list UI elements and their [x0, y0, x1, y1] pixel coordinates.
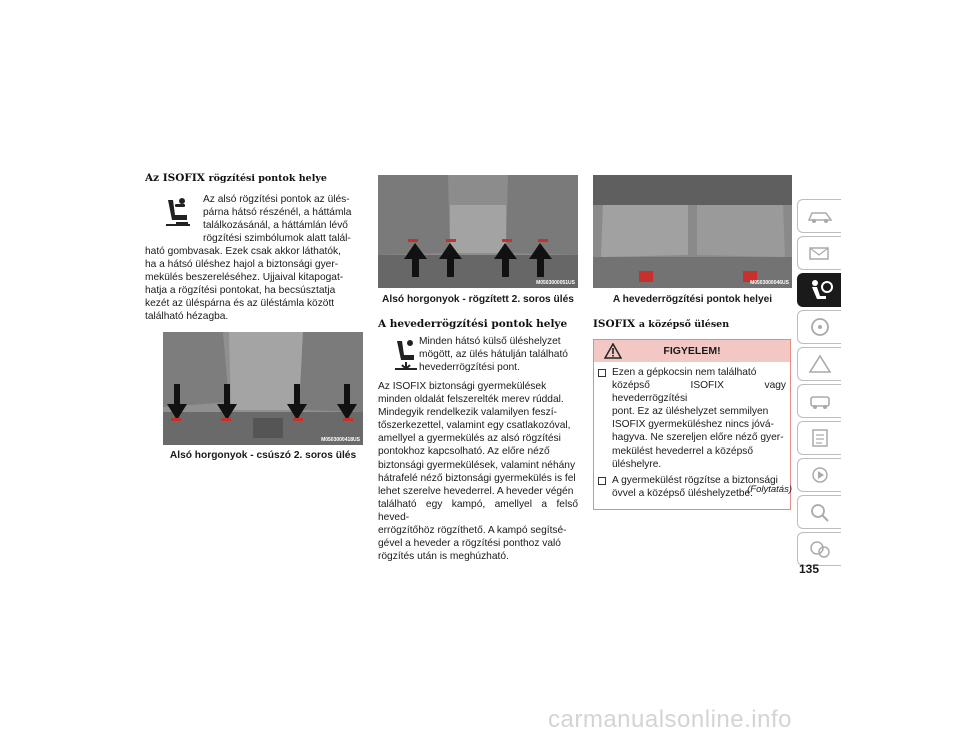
tab-keys[interactable]	[797, 236, 841, 270]
isofix-paragraph-indented: Az alsó rögzítési pontok az ülés- párna hátsó részénél, a háttámla találkozásánál, a háttámlán lévő rögzítési szimbólumok alatt talál-	[203, 194, 352, 245]
maintenance-list-icon	[806, 427, 834, 449]
tab-roadside[interactable]	[797, 384, 841, 418]
tab-language[interactable]	[797, 532, 841, 566]
photo-tether-anchor-locations	[593, 175, 792, 288]
section-heading-center-seat: ISOFIX a középső ülésen	[593, 318, 730, 330]
roadside-car-icon	[806, 390, 834, 412]
caption-fixed-seat: Alsó horgonyok - rögzített 2. soros ülés	[382, 294, 574, 305]
isofix-seat-icon	[161, 195, 195, 229]
continued-note: (Folytatás)	[747, 484, 792, 495]
tab-maintenance[interactable]	[797, 421, 841, 455]
caption-sliding-seat: Alsó horgonyok - csúszó 2. soros ülés	[169, 450, 357, 461]
square-bullet-icon	[598, 477, 606, 485]
tab-index[interactable]	[797, 495, 841, 529]
search-index-icon	[806, 501, 834, 523]
tether-anchor-icon	[392, 337, 420, 371]
warning-item: Ezen a gépkocsin nem található középső ISOFIX vagy hevederrögzítési pont. Ez az üléshelyzet semmilyen ISOFIX gyermeküléshez nincs jóvá- hagyva. Ne szereljen előre néző gyer- mekülést hevederrel a középső üléshelyre.	[598, 366, 786, 471]
photo-code: M0503000051US	[536, 280, 575, 286]
multimedia-icon	[806, 464, 834, 486]
language-icon	[806, 538, 834, 560]
warning-triangle-icon	[604, 343, 622, 359]
square-bullet-icon	[598, 369, 606, 377]
tab-warning-lights[interactable]	[797, 347, 841, 381]
warning-header	[594, 340, 790, 362]
steering-wheel-icon	[806, 316, 834, 338]
warning-item: A gyermekülést rögzítse a biztonsági övvel a középső üléshelyzetbe.	[598, 474, 786, 500]
isofix-explanation-paragraph: Az ISOFIX biztonsági gyermekülések minden oldalát felszerelték merev rúddal. Mindegyik rendelkezik valamilyen feszí- tőszerkezettel, valamint egy csatlakozóval, amellyel a gyermekülés az alsó rögzítési pontokhoz kapcsolható. Az előre néző biztonsági gyermekülések, valamint néhány hátrafelé néző biztonsági gyermekülés is fel lehet szerelve hevederrel. A heveder végén található egy kampó, amellyel a felső heved- errögzítőhöz rögzíthető. A kampó segítsé- gével a heveder a rögzítési ponthoz való rögzítés után is meghúzható.	[378, 381, 578, 563]
car-dashboard-icon	[806, 206, 834, 226]
photo-code: M0503000418US	[321, 437, 360, 443]
caption-tether-locations: A hevederrögzítési pontok helyei	[612, 294, 773, 305]
chapter-tabs	[797, 199, 841, 569]
photo-sliding-seat-anchors	[163, 332, 363, 445]
photo-code: M0503000046US	[750, 280, 789, 286]
watermark: carmanualsonline.info	[548, 706, 792, 733]
photo-fixed-seat-anchors	[378, 175, 578, 288]
tether-intro: Minden hátsó külső üléshelyzet mögött, az ülés hátulján található hevederrögzítési pont.	[419, 336, 568, 374]
tab-car-dashboard[interactable]	[797, 199, 841, 233]
section-heading-isofix-locations: Az ISOFIX rögzítési pontok helye	[145, 172, 327, 184]
warning-title: FIGYELEM!	[663, 345, 721, 357]
page-number: 135	[799, 562, 820, 576]
tab-safety[interactable]	[797, 273, 841, 307]
key-envelope-icon	[806, 243, 834, 263]
warning-lights-icon	[806, 353, 834, 375]
isofix-paragraph: ható gombvasak. Ezek csak akkor láthatók, ha a hátsó üléshez hajol a biztonsági gyer- mekülés beszereléséhez. Ujjaival kitapogat- hatja a rögzítési pontokat, ha becsúsztatja kezét az üléspárna és az üléstámla között található hézagba.	[145, 246, 344, 323]
airbag-safety-icon	[806, 278, 834, 302]
tab-driving[interactable]	[797, 310, 841, 344]
section-heading-tether-locations: A hevederrögzítési pontok helye	[378, 318, 568, 330]
tab-multimedia[interactable]	[797, 458, 841, 492]
